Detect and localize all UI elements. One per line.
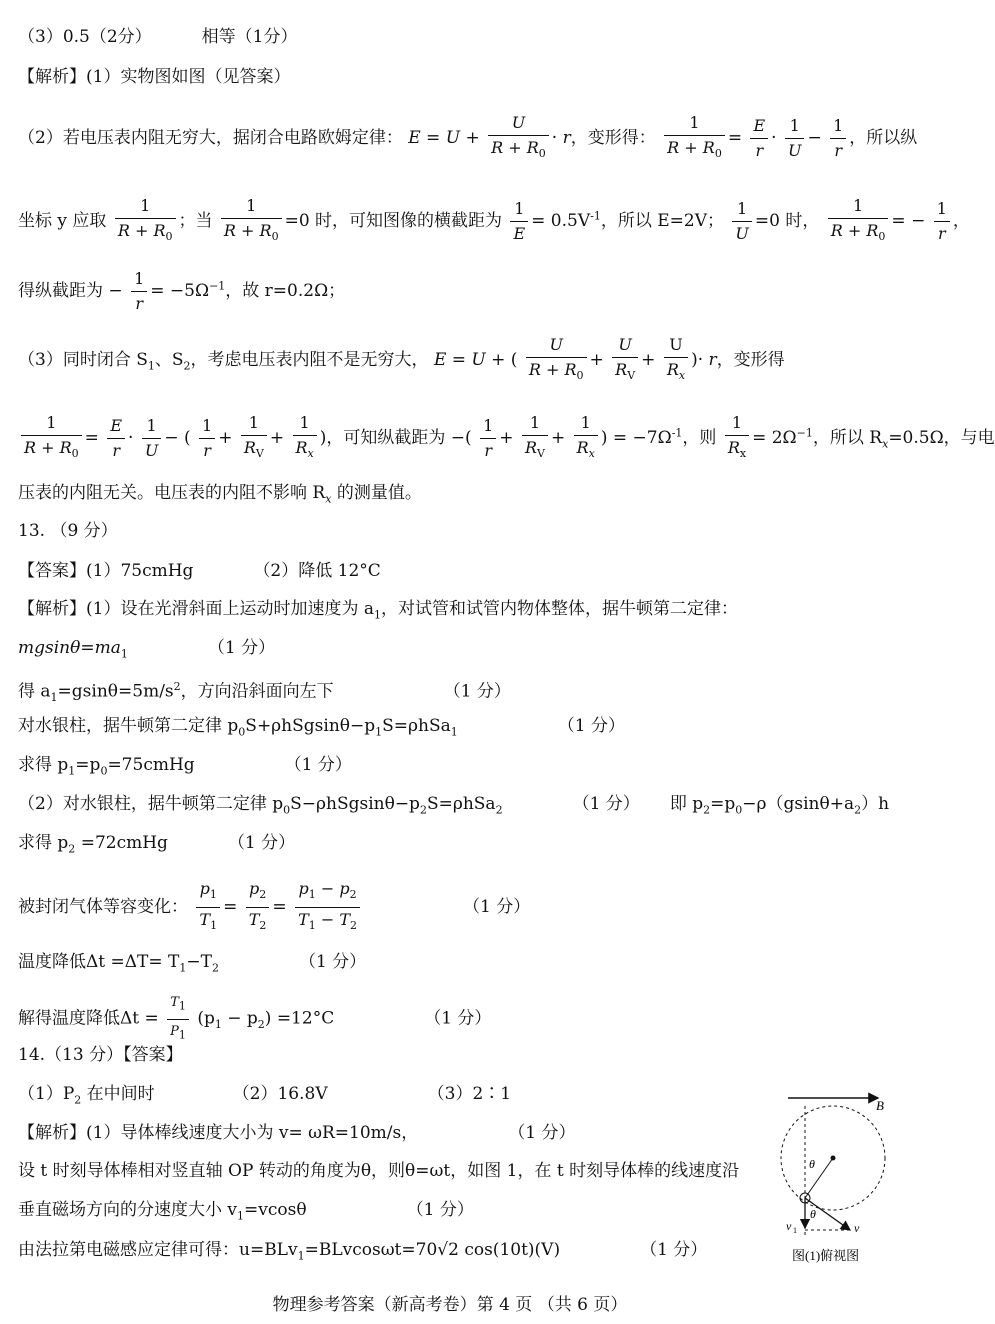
- q13-eq5: 求得 $p_2$ =72cmHg （1 分）: [18, 833, 296, 856]
- q14-line2: 设 t 时刻导体棒相对竖直轴 OP 转动的角度为θ，则θ=ωt，如图 1，在 t 时刻导体棒的线速度沿: [18, 1161, 740, 1181]
- q13-header: 13. （9 分）: [18, 521, 118, 541]
- q13-analysis: 【解析】(1）设在光滑斜面上运动时加速度为 $a_1$，对试管和试管内物体整体，据牛顿第二定律：: [18, 599, 738, 622]
- v-label: v: [854, 1221, 860, 1235]
- q13-eq4: 求得 $p_1=p_0=75cmHg$ （1 分）: [18, 755, 352, 778]
- figure-top-view: [778, 1090, 893, 1270]
- q12-part3-lead: （3）同时闭合 $S_1$、$S_2$，考虑电压表内阻不是无穷大， E = U + ( $\frac{U}{R + R_0}$ + $\frac{U}{R_V}$ + $\frac{U}{R_x}$ )· r，变形得: [18, 334, 785, 387]
- field-b-label: B: [876, 1098, 884, 1113]
- q13-eq6: 被封闭气体等容变化： $\frac{p_1}{T_1}$ = $\frac{p_2}{T_2}$ = $\frac{p_1 - p_2}{T_1 - T_2}$ （1 分）: [18, 878, 530, 937]
- q13-eq7: 温度降低$\Delta t =\Delta T= T_1-T_2$ （1 分）: [18, 952, 367, 975]
- q14-line4: 由法拉第电磁感应定律可得：u=BLv$_1$=BLvcosωt=70√2 cos(10t)(V) （1 分）: [18, 1240, 708, 1263]
- q14-analysis: 【解析】(1）导体棒线速度大小为 v= ωR=10m/s， （1 分）: [18, 1123, 576, 1143]
- q12-conclusion: 压表的内阻无关。电压表的内阻不影响 $R_x$ 的测量值。: [18, 483, 422, 506]
- q13-eq3: 对水银柱，据牛顿第二定律 $p_0S+\rho hSgsin\theta-p_1S=\rho hSa_1$ （1 分）: [18, 716, 625, 739]
- page-footer: 物理参考答案（新高考卷）第 4 页 （共 6 页）: [272, 1295, 628, 1315]
- v1-subscript: 1: [793, 1226, 797, 1235]
- v1-label: v: [786, 1219, 792, 1233]
- q14-header: 14.（13 分）【答案】: [18, 1045, 183, 1065]
- q12-analysis-1: 【解析】(1）实物图如图（见答案）: [18, 67, 291, 87]
- q13-eq2: 得 $a_1=gsin\theta=5m/s^2$，方向沿斜面向左下 （1 分）: [18, 680, 511, 705]
- q13-eq8: 解得温度降低Δt = $\frac{T_1}{P_1}$ $(p_1 - p_2) =12^\circ C$ （1 分）: [18, 992, 491, 1046]
- q13-eq1: $mgsin\theta=ma_1$ （1 分）: [18, 638, 276, 661]
- q14-answer: $(1)P_2$ 在中间时 （2）16.8V （3）2∶1: [18, 1084, 512, 1107]
- q12-axis-line: 坐标 y 应取 $\frac{1}{R + R_0}$ ；当 $\frac{1}{R + R_0}$ =0 时，可知图像的横截距为 $\frac{1}{E}$ = $0.5V^{-1}$，所以 E=2V； $\frac{1}{U}$ =0 时， $\frac{1}{R + R_0}$ = − $\frac{1}{r}$ ，: [18, 195, 970, 248]
- q12-intercept: 得纵截距为 − $\frac{1}{r}$ = $-5\Omega^{-1}$，故 r=0.2Ω；: [18, 269, 346, 313]
- figure-caption: 图(1)俯视图: [792, 1248, 860, 1263]
- q12-part3-answer-line: （3）0.5（2分） 相等（1分）: [18, 27, 298, 47]
- q13-part2: （2）对水银柱，据牛顿第二定律 $p_0S-\rho hSgsin\theta-p_2S=\rho hSa_2$ （1 分） 即 $p_2=p_0-\rho(gsin\theta+a_2)h$: [18, 794, 890, 817]
- theta-label-bottom: θ: [810, 1207, 816, 1221]
- q12-analysis-2: （2）若电压表内阻无穷大，据闭合电路欧姆定律： E = U + $\frac{U}{R + R_0}$ · r，变形得： $\frac{1}{R + R_0}$ = $\frac{E}{r}$ · $\frac{1}{U}$ − $\frac{1}{r}$ ，所以纵: [18, 112, 917, 165]
- figure-svg: [778, 1090, 893, 1270]
- q12-part3-formula: $\frac{1}{R + R_0}$ = $\frac{E}{r}$ · $\frac{1}{U}$ − ( $\frac{1}{r}$ + $\frac{1}{R_V}$ + $\frac{1}{R_x}$ )，可知纵截距为 −( $\frac{1}{r}$ + $\frac{1}{R_V}$ + $\frac{1}{R_x}$ ) = $-7\Omega^{-1}$，则 $\frac{1}{R_x}$ = $2\Omega^{-1}$，所以 $R_x=0.5\Omega$，与电: [18, 412, 995, 465]
- q14-line3: 垂直磁场方向的分速度大小 $v_1=vcos\theta$ （1 分）: [18, 1200, 474, 1223]
- q13-answer: 【答案】(1）75cmHg （2）降低 12°C: [18, 561, 381, 581]
- theta-label-top: θ: [809, 1157, 815, 1171]
